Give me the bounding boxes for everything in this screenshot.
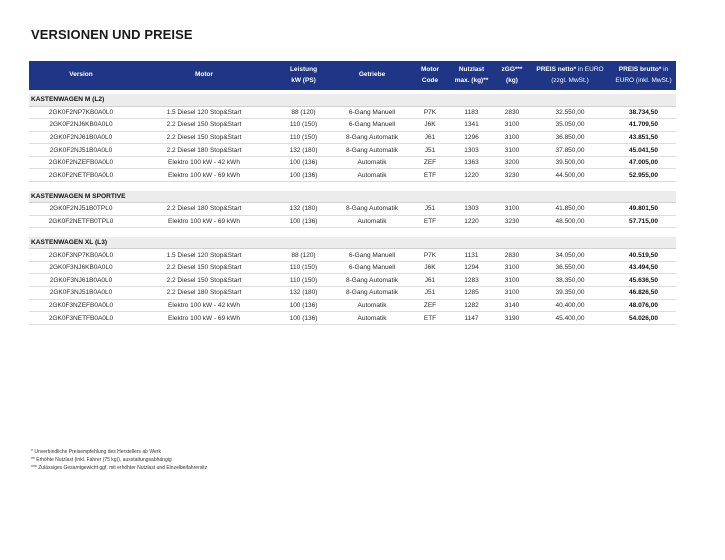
motor-code-cell: J51 <box>412 144 448 157</box>
preis-netto-cell: 44.500,00 <box>529 169 611 182</box>
preis-netto-cell: 34.050,00 <box>529 249 611 262</box>
motor-cell: 2.2 Diesel 150 Stop&Start <box>133 131 275 144</box>
preis-brutto-cell: 43.494,50 <box>611 261 676 274</box>
nutzlast-cell: 1283 <box>448 274 495 287</box>
version-cell: 2GK0F2NJ51B0A0L0 <box>29 144 133 157</box>
section-title: KASTENWAGEN M (L2) <box>29 94 676 106</box>
table-row <box>29 203 676 216</box>
leistung-cell: 110 (150) <box>275 131 332 144</box>
table-header-row <box>29 61 676 90</box>
zgg-cell: 3230 <box>495 215 529 228</box>
leistung-cell: 110 (150) <box>275 261 332 274</box>
version-cell: 2GK0F3NP7KB0A0L0 <box>29 249 133 262</box>
motor-code-cell: J51 <box>412 203 448 216</box>
price-table <box>29 61 676 325</box>
header-version: Version <box>29 61 133 90</box>
preis-brutto-cell: 47.005,00 <box>611 156 676 169</box>
preis-netto-cell: 32.550,00 <box>529 106 611 119</box>
preis-brutto-cell: 38.734,50 <box>611 106 676 119</box>
table-row <box>29 287 676 300</box>
nutzlast-cell: 1285 <box>448 287 495 300</box>
motor-code-cell: P7K <box>412 106 448 119</box>
motor-cell: 2.2 Diesel 150 Stop&Start <box>133 119 275 132</box>
motor-cell: 2.2 Diesel 180 Stop&Start <box>133 203 275 216</box>
leistung-cell: 100 (136) <box>275 215 332 228</box>
preis-netto-cell: 36.850,00 <box>529 131 611 144</box>
zgg-cell: 3100 <box>495 261 529 274</box>
zgg-cell: 3100 <box>495 203 529 216</box>
preis-brutto-cell: 45.041,50 <box>611 144 676 157</box>
preis-netto-cell: 38.350,00 <box>529 274 611 287</box>
section-header-row <box>29 237 676 249</box>
leistung-cell: 100 (136) <box>275 169 332 182</box>
nutzlast-cell: 1294 <box>448 261 495 274</box>
zgg-cell: 3140 <box>495 299 529 312</box>
header-motor: Motor <box>133 61 275 90</box>
preis-brutto-cell: 43.851,50 <box>611 131 676 144</box>
leistung-cell: 132 (180) <box>275 287 332 300</box>
nutzlast-cell: 1341 <box>448 119 495 132</box>
getriebe-cell: 8-Gang Automatik <box>332 203 412 216</box>
getriebe-cell: Automatik <box>332 299 412 312</box>
motor-code-cell: J6K <box>412 119 448 132</box>
motor-cell: 2.2 Diesel 180 Stop&Start <box>133 144 275 157</box>
motor-code-cell: P7K <box>412 249 448 262</box>
version-cell: 2GK0F3NJ51B0A0L0 <box>29 287 133 300</box>
leistung-cell: 110 (150) <box>275 274 332 287</box>
version-cell: 2GK0F2NP7KB0A0L0 <box>29 106 133 119</box>
nutzlast-cell: 1303 <box>448 203 495 216</box>
table-row <box>29 299 676 312</box>
footnote: ** Erhöhte Nutzlast (inkl. Fahrer (75 kg)), ausstattungsabhängig <box>31 457 172 464</box>
preis-brutto-cell: 57.715,00 <box>611 215 676 228</box>
zgg-cell: 3100 <box>495 274 529 287</box>
spacer <box>29 182 676 191</box>
motor-code-cell: J61 <box>412 131 448 144</box>
getriebe-cell: Automatik <box>332 215 412 228</box>
motor-cell: Elektro 100 kW - 69 kWh <box>133 312 275 325</box>
version-cell: 2GK0F2NZEFB0A0L0 <box>29 156 133 169</box>
preis-brutto-cell: 54.026,00 <box>611 312 676 325</box>
leistung-cell: 132 (180) <box>275 144 332 157</box>
motor-code-cell: ZEF <box>412 156 448 169</box>
preis-brutto-cell: 52.955,00 <box>611 169 676 182</box>
motor-cell: 2.2 Diesel 150 Stop&Start <box>133 274 275 287</box>
motor-code-cell: ETF <box>412 215 448 228</box>
nutzlast-cell: 1220 <box>448 215 495 228</box>
preis-netto-cell: 36.550,00 <box>529 261 611 274</box>
preis-brutto-cell: 40.519,50 <box>611 249 676 262</box>
getriebe-cell: 8-Gang Automatik <box>332 287 412 300</box>
zgg-cell: 3200 <box>495 156 529 169</box>
motor-code-cell: ETF <box>412 169 448 182</box>
leistung-cell: 88 (120) <box>275 106 332 119</box>
zgg-cell: 3100 <box>495 131 529 144</box>
table-row <box>29 274 676 287</box>
getriebe-cell: 6-Gang Manuell <box>332 106 412 119</box>
page-title: VERSIONEN UND PREISE <box>31 27 193 42</box>
nutzlast-cell: 1183 <box>448 106 495 119</box>
zgg-cell: 3100 <box>495 119 529 132</box>
motor-code-cell: J61 <box>412 274 448 287</box>
table-row <box>29 106 676 119</box>
zgg-cell: 3100 <box>495 287 529 300</box>
table-row <box>29 261 676 274</box>
nutzlast-cell: 1303 <box>448 144 495 157</box>
leistung-cell: 110 (150) <box>275 119 332 132</box>
section-header-row <box>29 94 676 106</box>
getriebe-cell: 6-Gang Manuell <box>332 261 412 274</box>
motor-code-cell: J6K <box>412 261 448 274</box>
leistung-cell: 100 (136) <box>275 156 332 169</box>
motor-cell: 2.2 Diesel 180 Stop&Start <box>133 287 275 300</box>
preis-netto-cell: 48.500,00 <box>529 215 611 228</box>
table-body <box>29 90 676 324</box>
section-title: KASTENWAGEN M SPORTIVE <box>29 191 676 203</box>
preis-netto-cell: 35.050,00 <box>529 119 611 132</box>
header-zgg: zGG*** (kg) <box>495 61 529 90</box>
table-row <box>29 312 676 325</box>
preis-netto-cell: 39.500,00 <box>529 156 611 169</box>
getriebe-cell: 6-Gang Manuell <box>332 249 412 262</box>
leistung-cell: 132 (180) <box>275 203 332 216</box>
spacer-cell <box>29 182 676 191</box>
nutzlast-cell: 1296 <box>448 131 495 144</box>
version-cell: 2GK0F2NJ61B0A0L0 <box>29 131 133 144</box>
preis-netto-cell: 45.400,00 <box>529 312 611 325</box>
getriebe-cell: Automatik <box>332 169 412 182</box>
spacer-cell <box>29 228 676 237</box>
motor-cell: Elektro 100 kW - 69 kWh <box>133 169 275 182</box>
section-header-row <box>29 191 676 203</box>
header-nutzlast: Nutzlast max. (kg)** <box>448 61 495 90</box>
motor-cell: 1.5 Diesel 120 Stop&Start <box>133 249 275 262</box>
zgg-cell: 3190 <box>495 312 529 325</box>
footnote: *** Zulässiges Gesamtgewicht ggf. mit erhöhter Nutzlast und Einzelbeifahrersitz <box>31 465 208 472</box>
preis-netto-cell: 40.400,00 <box>529 299 611 312</box>
version-cell: 2GK0F2NJ51B0TPL0 <box>29 203 133 216</box>
preis-brutto-cell: 48.076,00 <box>611 299 676 312</box>
version-cell: 2GK0F2NETFB0TPL0 <box>29 215 133 228</box>
footnotes <box>31 448 207 473</box>
table-row <box>29 215 676 228</box>
header-leistung: Leistung kW (PS) <box>275 61 332 90</box>
zgg-cell: 2830 <box>495 249 529 262</box>
version-cell: 2GK0F3NETFB0A0L0 <box>29 312 133 325</box>
header-preis-netto: PREIS netto* in EURO (zzgl. MwSt.) <box>529 61 611 90</box>
getriebe-cell: Automatik <box>332 156 412 169</box>
version-cell: 2GK0F2NJ6KB0A0L0 <box>29 119 133 132</box>
table-row <box>29 169 676 182</box>
leistung-cell: 88 (120) <box>275 249 332 262</box>
nutzlast-cell: 1363 <box>448 156 495 169</box>
getriebe-cell: Automatik <box>332 312 412 325</box>
nutzlast-cell: 1147 <box>448 312 495 325</box>
zgg-cell: 2830 <box>495 106 529 119</box>
table-row <box>29 119 676 132</box>
getriebe-cell: 6-Gang Manuell <box>332 119 412 132</box>
version-cell: 2GK0F3NJ61B0A0L0 <box>29 274 133 287</box>
preis-netto-cell: 41.850,00 <box>529 203 611 216</box>
motor-cell: Elektro 100 kW - 69 kWh <box>133 215 275 228</box>
zgg-cell: 3230 <box>495 169 529 182</box>
table-row <box>29 249 676 262</box>
nutzlast-cell: 1282 <box>448 299 495 312</box>
preis-brutto-cell: 45.636,50 <box>611 274 676 287</box>
table-row <box>29 131 676 144</box>
header-preis-brutto: PREIS brutto* in EURO (inkl. MwSt.) <box>611 61 676 90</box>
table-row <box>29 156 676 169</box>
getriebe-cell: 8-Gang Automatik <box>332 131 412 144</box>
section-title: KASTENWAGEN XL (L3) <box>29 237 676 249</box>
zgg-cell: 3100 <box>495 144 529 157</box>
version-cell: 2GK0F3NJ6KB0A0L0 <box>29 261 133 274</box>
motor-cell: Elektro 100 kW - 42 kWh <box>133 156 275 169</box>
motor-cell: Elektro 100 kW - 42 kWh <box>133 299 275 312</box>
preis-brutto-cell: 46.826,50 <box>611 287 676 300</box>
preis-netto-cell: 37.850,00 <box>529 144 611 157</box>
preis-brutto-cell: 49.801,50 <box>611 203 676 216</box>
version-cell: 2GK0F3NZEFB0A0L0 <box>29 299 133 312</box>
footnote: * Unverbindliche Preisempfehlung des Herstellers ab Werk <box>31 449 161 455</box>
leistung-cell: 100 (136) <box>275 299 332 312</box>
nutzlast-cell: 1220 <box>448 169 495 182</box>
getriebe-cell: 8-Gang Automatik <box>332 144 412 157</box>
motor-cell: 2.2 Diesel 150 Stop&Start <box>133 261 275 274</box>
header-motor-code: Motor Code <box>412 61 448 90</box>
motor-cell: 1.5 Diesel 120 Stop&Start <box>133 106 275 119</box>
version-cell: 2GK0F2NETFB0A0L0 <box>29 169 133 182</box>
motor-code-cell: J51 <box>412 287 448 300</box>
motor-code-cell: ZEF <box>412 299 448 312</box>
preis-brutto-cell: 41.709,50 <box>611 119 676 132</box>
motor-code-cell: ETF <box>412 312 448 325</box>
spacer <box>29 228 676 237</box>
header-getriebe: Getriebe <box>332 61 412 90</box>
nutzlast-cell: 1131 <box>448 249 495 262</box>
leistung-cell: 100 (136) <box>275 312 332 325</box>
table-row <box>29 144 676 157</box>
getriebe-cell: 8-Gang Automatik <box>332 274 412 287</box>
preis-netto-cell: 39.350,00 <box>529 287 611 300</box>
